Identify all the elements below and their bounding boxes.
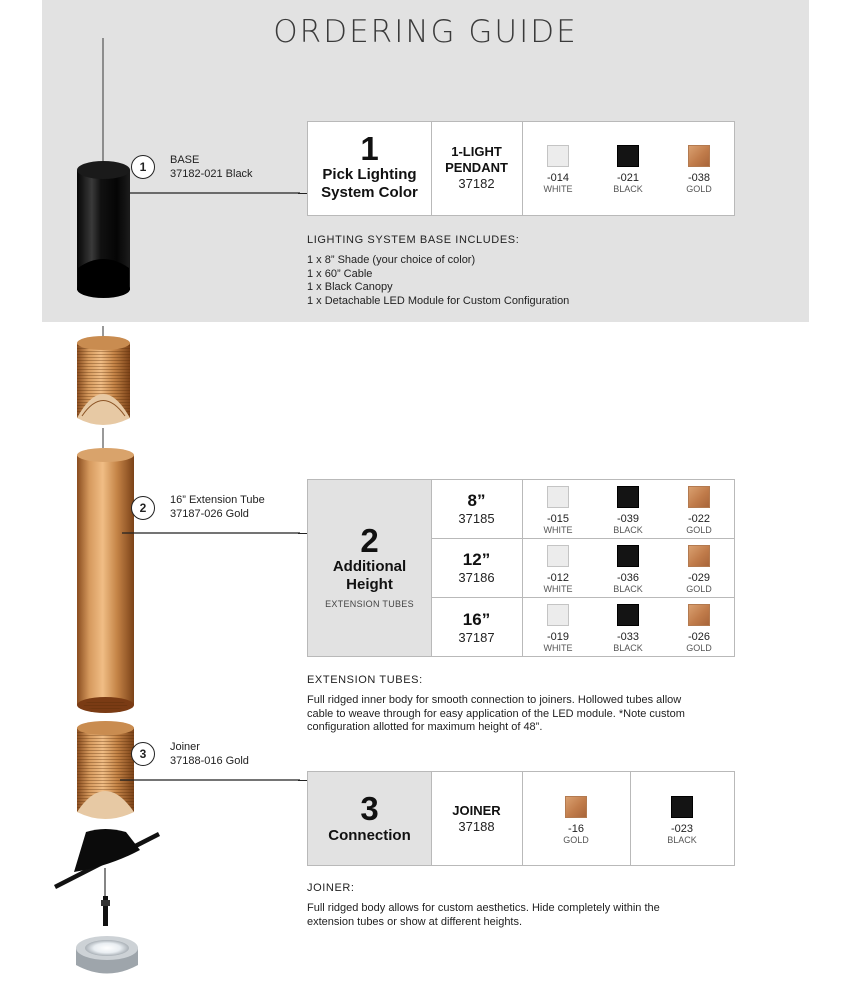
- extension-tubes-description: [307, 694, 685, 735]
- swatch-code: -029: [687, 572, 711, 584]
- step3-product: [431, 803, 522, 835]
- list-item: 1 x Black Canopy: [307, 281, 393, 293]
- row-12-inch: [431, 550, 522, 586]
- step1-product-number: 37182: [458, 176, 495, 191]
- swatch-gold[interactable]: [565, 796, 587, 818]
- step3-header: [308, 772, 431, 865]
- swatch-code: -012: [546, 572, 570, 584]
- step3-number: 3: [360, 790, 379, 827]
- swatch-gold[interactable]: [688, 145, 710, 167]
- paragraph-line: configuration allotted for maximum height of 48”.: [307, 721, 543, 733]
- swatch-color-name: BLACK: [613, 643, 643, 653]
- swatch-black[interactable]: [617, 145, 639, 167]
- joiner-description: [307, 902, 660, 929]
- swatch-white[interactable]: [547, 486, 569, 508]
- swatch-code: -022: [687, 513, 711, 525]
- step1-number: 1: [360, 130, 379, 167]
- swatch-color-name: BLACK: [613, 525, 643, 535]
- swatch-color-name: GOLD: [686, 184, 712, 194]
- callout-base-label: BASE: [170, 154, 200, 166]
- callout-number-2: 2: [131, 496, 155, 520]
- step2-subtitle: EXTENSION TUBES: [325, 599, 414, 609]
- swatch-code: -036: [616, 572, 640, 584]
- callout-tube-sku: 37187-026 Gold: [170, 508, 249, 520]
- product-number: 37185: [458, 511, 495, 526]
- swatch-gold[interactable]: [688, 604, 710, 626]
- black-canopy: [54, 829, 160, 889]
- list-item: 1 x Detachable LED Module for Custom Configuration: [307, 294, 570, 307]
- extension-tubes-heading: EXTENSION TUBES:: [307, 674, 423, 686]
- swatch-color-name: GOLD: [686, 643, 712, 653]
- swatch-black[interactable]: [617, 545, 639, 567]
- step3-product-number: 37188: [458, 819, 495, 834]
- step1-product: [431, 144, 522, 192]
- step1-title-line2: System Color: [321, 184, 418, 201]
- swatch-code: -16: [568, 823, 584, 835]
- swatch-code: -015: [546, 513, 570, 525]
- step3-product-name: JOINER: [452, 803, 501, 818]
- row-8-inch: [431, 491, 522, 527]
- swatch-color-name: WHITE: [543, 184, 573, 194]
- swatch-black[interactable]: [617, 604, 639, 626]
- step2-table: [307, 479, 735, 657]
- led-module: [76, 896, 138, 974]
- swatch-color-name: BLACK: [613, 184, 643, 194]
- swatch-color-name: WHITE: [543, 525, 573, 535]
- callout-joiner-label: Joiner: [170, 741, 200, 753]
- step1-product-line2: PENDANT: [445, 160, 508, 175]
- size-label: 8”: [467, 491, 486, 510]
- swatch-color-name: GOLD: [686, 525, 712, 535]
- step1-header: [308, 132, 431, 202]
- swatch-color-name: WHITE: [543, 643, 573, 653]
- step3-table: [307, 771, 735, 866]
- swatch-code: -039: [616, 513, 640, 525]
- swatch-code: -021: [616, 172, 640, 184]
- paragraph-line: Full ridged body allows for custom aesthetics. Hide completely within the: [307, 902, 660, 914]
- swatch-code: -014: [546, 172, 570, 184]
- step2-title-line2: Height: [346, 576, 393, 593]
- swatch-code: -023: [670, 823, 694, 835]
- callout-base: [170, 153, 253, 181]
- product-number: 37187: [458, 630, 495, 645]
- swatch-gold[interactable]: [688, 486, 710, 508]
- step1-table: [307, 121, 735, 216]
- joiner-heading: JOINER:: [307, 882, 355, 894]
- callout-base-sku: 37182-021 Black: [170, 168, 253, 180]
- list-item: 1 x 8” Shade (your choice of color): [307, 254, 476, 266]
- swatch-black[interactable]: [671, 796, 693, 818]
- gold-extension-tube: [77, 448, 134, 713]
- swatch-color-name: GOLD: [686, 584, 712, 594]
- step2-number: 2: [360, 522, 379, 559]
- step2-header: [308, 480, 431, 656]
- swatch-color-name: BLACK: [667, 835, 697, 845]
- list-item: 1 x 60” Cable: [307, 267, 373, 280]
- swatch-code: -038: [687, 172, 711, 184]
- swatch-black[interactable]: [617, 486, 639, 508]
- page-title: ORDERING GUIDE: [273, 14, 578, 50]
- callout-number-1: 1: [131, 155, 155, 179]
- callout-joiner: [170, 740, 249, 768]
- swatch-code: -026: [687, 631, 711, 643]
- base-includes-heading: LIGHTING SYSTEM BASE INCLUDES:: [307, 234, 520, 246]
- swatch-white[interactable]: [547, 545, 569, 567]
- callout-number-3: 3: [131, 742, 155, 766]
- swatch-gold[interactable]: [688, 545, 710, 567]
- callout-tube: [170, 493, 265, 521]
- swatch-color-name: BLACK: [613, 584, 643, 594]
- size-label: 12”: [462, 550, 491, 569]
- row-16-inch: [431, 610, 522, 646]
- step1-product-line1: 1-LIGHT: [451, 144, 502, 159]
- callout-tube-label: 16” Extension Tube: [170, 494, 265, 506]
- step2-title-line1: Additional: [332, 558, 407, 575]
- size-label: 16”: [462, 610, 491, 629]
- swatch-color-name: WHITE: [543, 584, 573, 594]
- base-includes-list: [307, 254, 569, 308]
- swatch-color-name: GOLD: [563, 835, 589, 845]
- step1-title-line1: Pick Lighting: [322, 166, 417, 183]
- swatch-code: -033: [616, 631, 640, 643]
- paragraph-line: Full ridged inner body for smooth connection to joiners. Hollowed tubes allow: [307, 694, 682, 706]
- base-shade: [77, 161, 130, 298]
- swatch-code: -019: [546, 631, 570, 643]
- swatch-white[interactable]: [547, 604, 569, 626]
- product-number: 37186: [458, 570, 495, 585]
- gold-joiner-top: [77, 336, 130, 425]
- gold-joiner-bottom: [77, 721, 134, 819]
- paragraph-line: cable to weave through for easy application of the LED module. *Note custom: [307, 707, 685, 720]
- paragraph-line: extension tubes or show at different heights.: [307, 915, 523, 928]
- callout-joiner-sku: 37188-016 Gold: [170, 755, 249, 767]
- swatch-white[interactable]: [547, 145, 569, 167]
- step3-title: Connection: [328, 827, 411, 844]
